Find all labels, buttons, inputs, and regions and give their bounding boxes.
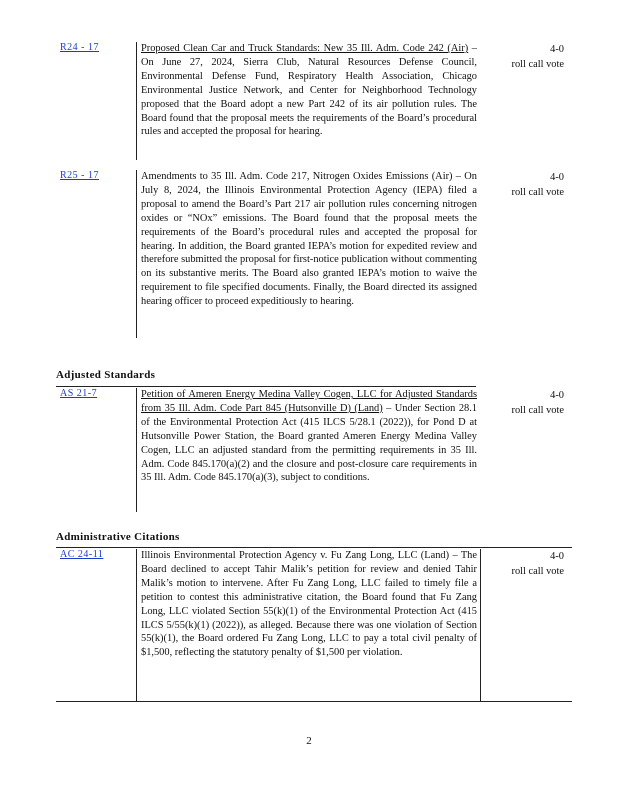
vote-type: roll call vote <box>511 405 564 416</box>
entry-title: Proposed Clean Car and Truck Standards: New 35 Ill. Adm. Code 242 (Air) <box>141 43 469 54</box>
vote-count: 4-0 <box>550 172 564 183</box>
vote-count: 4-0 <box>550 44 564 55</box>
vote-count: 4-0 <box>550 390 564 401</box>
entry-text <box>141 42 477 139</box>
docket-link[interactable]: R25 - 17 <box>60 170 99 181</box>
docket-link[interactable]: AC 24-11 <box>60 549 104 560</box>
docket-entry <box>56 42 572 160</box>
column-divider <box>136 42 137 160</box>
section-heading: Adjusted Standards <box>56 369 156 381</box>
entry-body: Illinois Environmental Protection Agency v. Fu Zang Long, LLC (Land) – The Board declined to accept Tahir Malik’s petition for review and denied Tahir Malik’s motion to intervene. After Fu Zang Long, LLC failed to timely file a petition to contest this administrative citation, the Board found that Fu Zang Long, LLC violated Section 55(k)(1) of the Environmental Protection Act (415 ILCS 5/55(k)(1) (2022)), as alleged. Because there was one violation of Section 55(k)(1), the Board ordered Fu Zang Long, LLC to pay a total civil penalty of $1,500, reflecting the statutory penalty of $1,500 per violation. <box>141 550 477 659</box>
docket-link[interactable]: AS 21-7 <box>60 388 98 399</box>
entry-title: Petition of Ameren Energy Medina Valley Cogen, LLC for Adjusted Standards from 35 Ill. Adm. Code Part 845 (Hutsonville D) (Land) <box>141 389 477 414</box>
column-divider <box>136 549 137 701</box>
entry-body: Amendments to 35 Ill. Adm. Code 217, Nitrogen Oxides Emissions (Air) – On July 8, 2024, the Illinois Environmental Protection Agency (IEPA) filed a proposal to amend the Board’s Part 217 air pollution rules concerning nitrogen oxides or “NOx” emissions. The Board found that the proposal meets the requirements of the Board’s procedural rules and accepted the proposal for hearing. In addition, the Board granted IEPA’s motion for expedited review and therefore submitted the proposal for first-notice publication without commenting on its substantive merits. The Board also granted IEPA’s motion to waive the requirement to file specified documents. Finally, the Board directed its assigned hearing officer to proceed expeditiously to hearing. <box>141 171 477 308</box>
entry-body: – On June 27, 2024, Sierra Club, Natural Resources Defense Council, Environmental Defense Fund, Respiratory Health Association, Chicago Environmental Justice Network, and Center for Neighborhood Technology proposed that the Board adopt a new Part 242 of its air pollution rules. The Board found that the proposal meets the requirements of the Board’s procedural rules and accepted the proposal for hearing. <box>141 43 477 138</box>
vote-result <box>488 549 564 579</box>
vote-result <box>488 388 564 418</box>
section-heading: Administrative Citations <box>56 531 180 543</box>
entry-body: – Under Section 28.1 of the Environmental Protection Act (415 ILCS 5/28.1 (2022)), for Pond D at Hutsonville Power Station, the Board granted Ameren Energy Medina Valley Cogen, LLC an adjusted standard from the permitting requirements in 35 Ill. Adm. Code 845.170(a)(2) and the closure and post-closure care requirements in 35 Ill. Adm. Code 845.170(a)(3), subject to conditions. <box>141 402 478 484</box>
vote-type: roll call vote <box>511 566 564 577</box>
entry-text <box>141 170 477 309</box>
section-rule <box>56 386 476 387</box>
table-bottom-rule <box>56 701 572 702</box>
column-divider <box>480 549 481 701</box>
vote-type: roll call vote <box>511 59 564 70</box>
entry-text <box>141 388 477 485</box>
vote-count: 4-0 <box>550 551 564 562</box>
column-divider <box>136 388 137 512</box>
section-rule <box>56 547 572 548</box>
vote-result <box>488 170 564 200</box>
vote-type: roll call vote <box>511 187 564 198</box>
docket-entry <box>56 170 572 338</box>
entry-text <box>141 549 477 660</box>
column-divider <box>136 170 137 338</box>
vote-result <box>488 42 564 72</box>
docket-link[interactable]: R24 - 17 <box>60 42 99 53</box>
docket-entry <box>56 388 572 512</box>
docket-entry <box>56 549 572 701</box>
page-number: 2 <box>306 735 312 747</box>
